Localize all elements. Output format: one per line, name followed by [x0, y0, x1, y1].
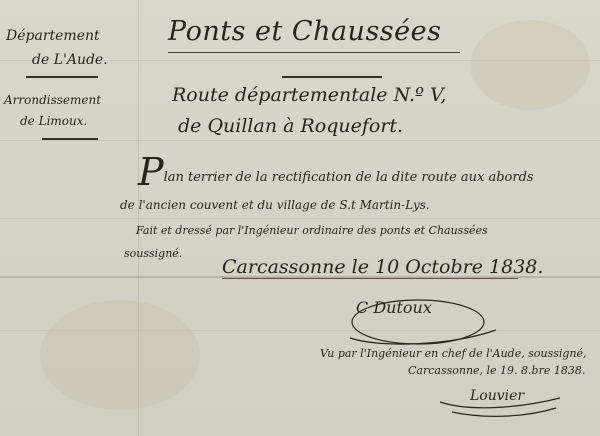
prepared-by-line-1: Fait et dressé par l'Ingénieur ordinaire des ponts et Chaussées: [136, 224, 488, 237]
department-label: Département: [6, 28, 100, 44]
chief-engineer-signature: Louvier: [470, 388, 525, 404]
place-date: Carcassonne le 10 Octobre 1838.: [222, 256, 544, 278]
chief-signature-flourish: [452, 408, 556, 416]
engineer-signature: C Dutoux: [356, 298, 432, 317]
department-name: de L'Aude.: [32, 52, 108, 68]
prepared-by-line-2: soussigné.: [124, 247, 183, 260]
approval-line-1: Vu par l'Ingénieur en chef de l'Aude, soussigné,: [320, 347, 587, 360]
plan-description-text: lan terrier de la rectification de la dite route aux abords: [163, 170, 534, 185]
plan-initial: P: [138, 150, 164, 194]
arrondissement-name: de Limoux.: [20, 114, 88, 128]
route-line-2: de Quillan à Roquefort.: [178, 115, 404, 137]
arrondissement-label: Arrondissement: [4, 93, 102, 107]
signature-flourish-stroke: [350, 330, 496, 344]
route-line-1: Route départementale N.º V,: [172, 84, 447, 106]
document-title: Ponts et Chaussées: [168, 16, 442, 47]
approval-line-2: Carcassonne, le 19. 8.bre 1838.: [408, 364, 586, 377]
plan-description-line-2: de l'ancien couvent et du village de S.t Martin-Lys.: [120, 198, 430, 212]
